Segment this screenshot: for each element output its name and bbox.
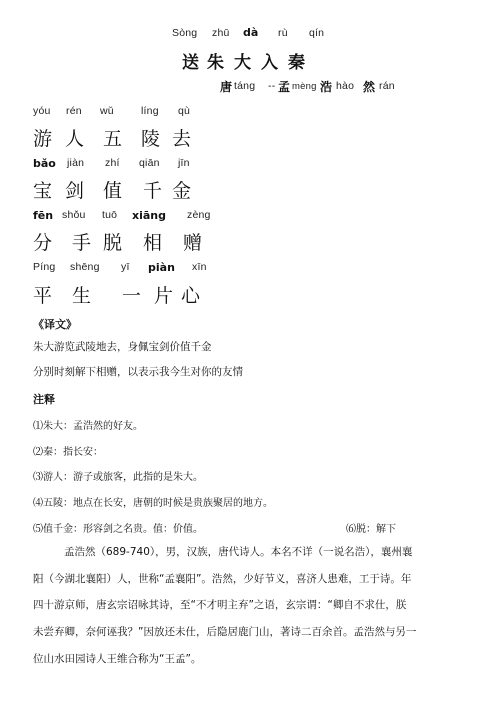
poem-char: 千 <box>143 180 163 202</box>
note-item: ⑸值千金：形容剑之名贵。值：价值。 <box>33 524 203 535</box>
poem-char: 片 <box>154 285 174 307</box>
pinyin-syllable: xiāng <box>132 209 166 222</box>
pinyin-syllable: zèng <box>187 209 211 221</box>
author-name-char: 然 <box>363 80 376 94</box>
poem-char: 值 <box>103 180 123 202</box>
author-name-pinyin: rán <box>379 80 395 92</box>
author-name-pinyin: mèng <box>292 81 317 92</box>
author-name-pinyin: hào <box>336 80 355 92</box>
poem-char: 五 <box>103 128 123 150</box>
bio-line: 位山水田园诗人王维合称为“王孟”。 <box>33 652 202 665</box>
pinyin-syllable: shǒu <box>62 209 86 221</box>
pinyin-syllable: fēn <box>33 209 54 222</box>
pinyin-syllable: líng <box>141 105 159 117</box>
poem-char: 脱 <box>103 232 123 254</box>
title-pinyin-syllable: qín <box>309 27 325 39</box>
pinyin-syllable: yī <box>121 261 130 273</box>
pinyin-syllable: bǎo <box>33 157 56 170</box>
translation-heading: 《译文》 <box>33 318 77 331</box>
pinyin-syllable: zhí <box>105 157 120 169</box>
title-char: 入 <box>261 53 287 73</box>
author-dynasty: 唐 <box>220 80 233 94</box>
poem-char: 生 <box>72 285 92 307</box>
pinyin-syllable: qù <box>178 105 191 117</box>
title-char: 大 <box>234 53 260 73</box>
bio-line: 阳（今湖北襄阳）人，世称“孟襄阳”。浩然，少好节义，喜济人患难，工于诗。年 <box>33 572 412 585</box>
author-dynasty-pinyin: táng <box>234 80 256 92</box>
note-item: ⑹脱：解下 <box>346 524 396 535</box>
title-pinyin-syllable: dà <box>243 26 259 39</box>
poem-char: 宝 <box>33 180 53 202</box>
pinyin-syllable: tuō <box>102 209 118 221</box>
note-item: ⑶游人：游子或旅客，此指的是朱大。 <box>33 472 203 483</box>
pinyin-syllable: xīn <box>192 261 207 273</box>
pinyin-syllable: rén <box>66 105 82 117</box>
title-char: 朱 <box>207 53 233 73</box>
poem-char: 陵 <box>141 128 161 150</box>
pinyin-syllable: jīn <box>178 157 190 169</box>
poem-char: 心 <box>181 285 201 307</box>
poem-char: 去 <box>172 128 192 150</box>
notes-heading: 注释 <box>33 393 55 406</box>
title-pinyin-syllable: rù <box>278 27 288 39</box>
bio-line: 孟浩然（689-740），男，汉族，唐代诗人。本名不详（一说名浩），襄州襄 <box>64 546 413 558</box>
author-biography <box>33 539 463 673</box>
note-item: ⑷五陵：地点在长安，唐朝的时候是贵族聚居的地方。 <box>33 498 273 509</box>
poem-char: 相 <box>143 232 163 254</box>
poem-char: 一 <box>122 285 142 307</box>
author-dash: -- <box>268 80 276 92</box>
pinyin-syllable: shēng <box>70 261 100 273</box>
author-name-char: 浩 <box>320 80 333 94</box>
pinyin-syllable: Píng <box>33 261 56 273</box>
note-item: ⑴朱大：孟浩然的好友。 <box>33 421 143 432</box>
title-char: 送 <box>182 53 208 73</box>
poem-char: 剑 <box>65 180 85 202</box>
poem-char: 手 <box>72 232 92 254</box>
title-pinyin-syllable: Sòng <box>172 27 198 39</box>
note-item: ⑵秦：指长安： <box>33 447 103 458</box>
poem-char: 平 <box>33 285 53 307</box>
pinyin-syllable: qiān <box>139 157 160 169</box>
translation-line: 分别时刻解下相赠，以表示我今生对你的友情 <box>33 366 243 378</box>
pinyin-syllable: piàn <box>148 261 175 274</box>
poem-char: 金 <box>172 180 192 202</box>
poem-char: 游 <box>33 128 53 150</box>
pinyin-syllable: jiàn <box>67 157 85 169</box>
poem-char: 分 <box>33 232 53 254</box>
poem-char: 人 <box>65 128 85 150</box>
translation-line: 朱大游览武陵地去，身佩宝剑价值千金 <box>33 341 212 353</box>
pinyin-syllable: wǔ <box>100 105 114 117</box>
title-char: 秦 <box>288 53 314 73</box>
poem-char: 赠 <box>183 232 203 254</box>
pinyin-syllable: yóu <box>33 105 51 117</box>
title-pinyin-syllable: zhū <box>212 27 230 39</box>
bio-line: 未尝弃卿，奈何诬我？”因放还未仕，后隐居鹿门山，著诗二百余首。孟浩然与另一 <box>33 626 417 639</box>
bio-line: 四十游京师，唐玄宗诏咏其诗，至“不才明主弃”之语，玄宗谓：“卿自不求仕，朕 <box>33 599 407 612</box>
author-name-char: 孟 <box>278 80 291 94</box>
